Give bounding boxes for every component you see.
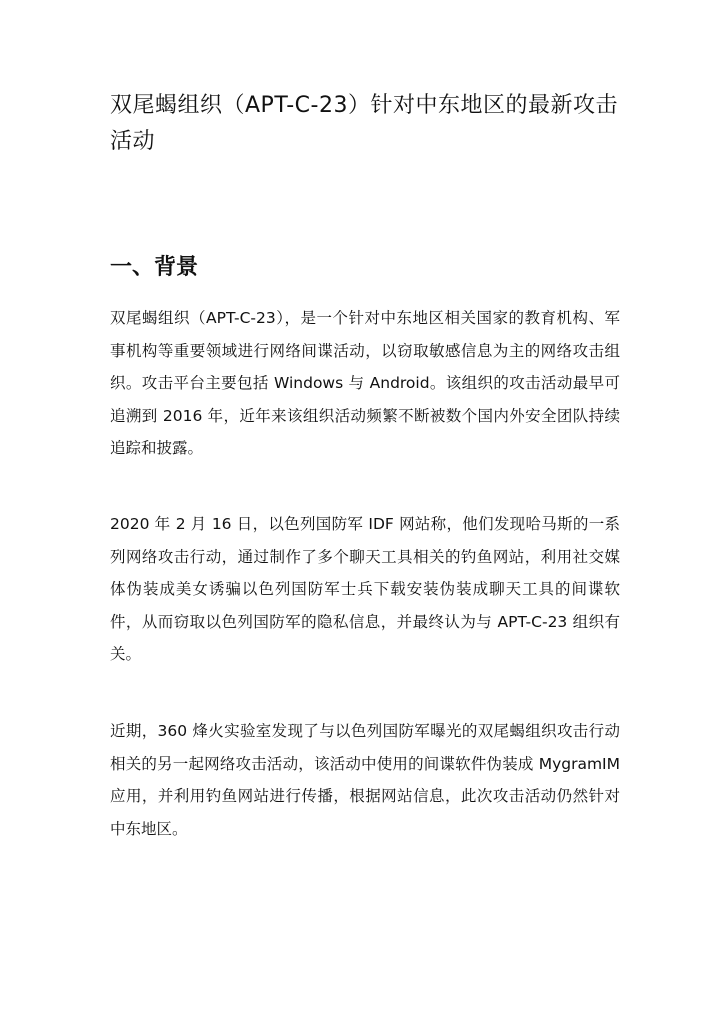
section-heading-background: 一、背景 bbox=[110, 255, 199, 280]
paragraph-360-discovery: 近期，360 烽火实验室发现了与以色列国防军曝光的双尾蝎组织攻击行动相关的另一起网络攻击活动，该活动中使用的间谍软件伪装成 MygramIM 应用，并利用钓鱼网站进行传播，根据网站信息，此次攻击活动仍然针对中东地区。 bbox=[110, 722, 620, 838]
paragraph-idf-report: 2020 年 2 月 16 日，以色列国防军 IDF 网站称，他们发现哈马斯的一系列网络攻击行动，通过制作了多个聊天工具相关的钓鱼网站，利用社交媒体伪装成美女诱骗以色列国防军士兵下载安装伪装成聊天工具的间谍软件，从而窃取以色列国防军的隐私信息，并最终认为与 APT-C-23 组织有关。 bbox=[110, 515, 620, 663]
paragraph-intro: 双尾蝎组织（APT-C-23），是一个针对中东地区相关国家的教育机构、军事机构等重要领域进行网络间谍活动，以窃取敏感信息为主的网络攻击组织。攻击平台主要包括 Windows 与 Android。该组织的攻击活动最早可追溯到 2016 年，近年来该组织活动频繁不断被数个国内外安全团队持续追踪和披露。 bbox=[110, 309, 620, 457]
document-title: 双尾蝎组织（APT-C-23）针对中东地区的最新攻击活动 bbox=[110, 93, 618, 154]
